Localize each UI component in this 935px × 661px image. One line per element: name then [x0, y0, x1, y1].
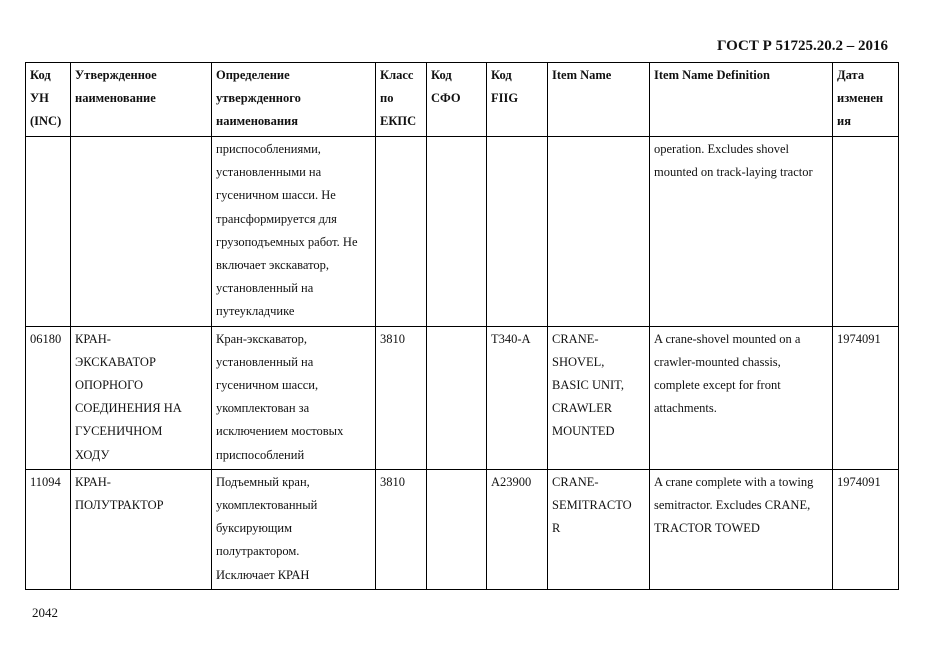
cell-fiig: T340-A — [487, 326, 548, 469]
cell-item-name: CRANE- SEMITRACTO R — [548, 469, 650, 589]
col-header-approved-name: Утвержденное наименование — [71, 63, 212, 137]
cell-item-definition: A crane-shovel mounted on a crawler-mounted chassis, complete except for front attachments. — [650, 326, 833, 469]
cell-item-name — [548, 137, 650, 327]
cell-definition: Подъемный кран, укомплектованный буксирующим полутрактором. Исключает КРАН — [212, 469, 376, 589]
cell-item-name: CRANE- SHOVEL, BASIC UNIT, CRAWLER MOUNTED — [548, 326, 650, 469]
col-header-class: Класс по ЕКПС — [376, 63, 427, 137]
cell-fiig — [487, 137, 548, 327]
nomenclature-table — [25, 62, 899, 590]
cell-class: 3810 — [376, 326, 427, 469]
table-row — [26, 469, 899, 589]
cell-date: 1974091 — [833, 326, 899, 469]
page-number: 2042 — [32, 605, 58, 620]
col-header-definition: Определение утвержденного наименования — [212, 63, 376, 137]
cell-definition: Кран-экскаватор, установленный на гусеничном шасси, укомплектован за исключением мостовых приспособлений — [212, 326, 376, 469]
table-row — [26, 326, 899, 469]
cell-sfo — [427, 137, 487, 327]
cell-item-definition: A crane complete with a towing semitractor. Excludes CRANE, TRACTOR TOWED — [650, 469, 833, 589]
col-header-item-name: Item Name — [548, 63, 650, 137]
cell-inc: 11094 — [26, 469, 71, 589]
cell-fiig: A23900 — [487, 469, 548, 589]
cell-sfo — [427, 326, 487, 469]
cell-approved-name: КРАН- ПОЛУТРАКТОР — [71, 469, 212, 589]
cell-definition: приспособлениями, установленными на гусеничном шасси. Не трансформируется для грузоподъемных работ. Не включает экскаватор, установленный на путеукладчике — [212, 137, 376, 327]
document-code: ГОСТ Р 51725.20.2 – 2016 — [716, 38, 888, 54]
col-header-sfo: Код СФО — [427, 63, 487, 137]
cell-approved-name: КРАН- ЭКСКАВАТОР ОПОРНОГО СОЕДИНЕНИЯ НА ГУСЕНИЧНОМ ХОДУ — [71, 326, 212, 469]
cell-inc — [26, 137, 71, 327]
cell-class — [376, 137, 427, 327]
col-header-inc: Код УН (INC) — [26, 63, 71, 137]
cell-approved-name — [71, 137, 212, 327]
col-header-fiig: Код FIIG — [487, 63, 548, 137]
table-row — [26, 137, 899, 327]
col-header-item-definition: Item Name Definition — [650, 63, 833, 137]
cell-item-definition: operation. Excludes shovel mounted on track-laying tractor — [650, 137, 833, 327]
cell-class: 3810 — [376, 469, 427, 589]
cell-date — [833, 137, 899, 327]
cell-inc: 06180 — [26, 326, 71, 469]
col-header-date: Дата изменен ия — [833, 63, 899, 137]
header-row — [26, 63, 899, 137]
cell-date: 1974091 — [833, 469, 899, 589]
cell-sfo — [427, 469, 487, 589]
